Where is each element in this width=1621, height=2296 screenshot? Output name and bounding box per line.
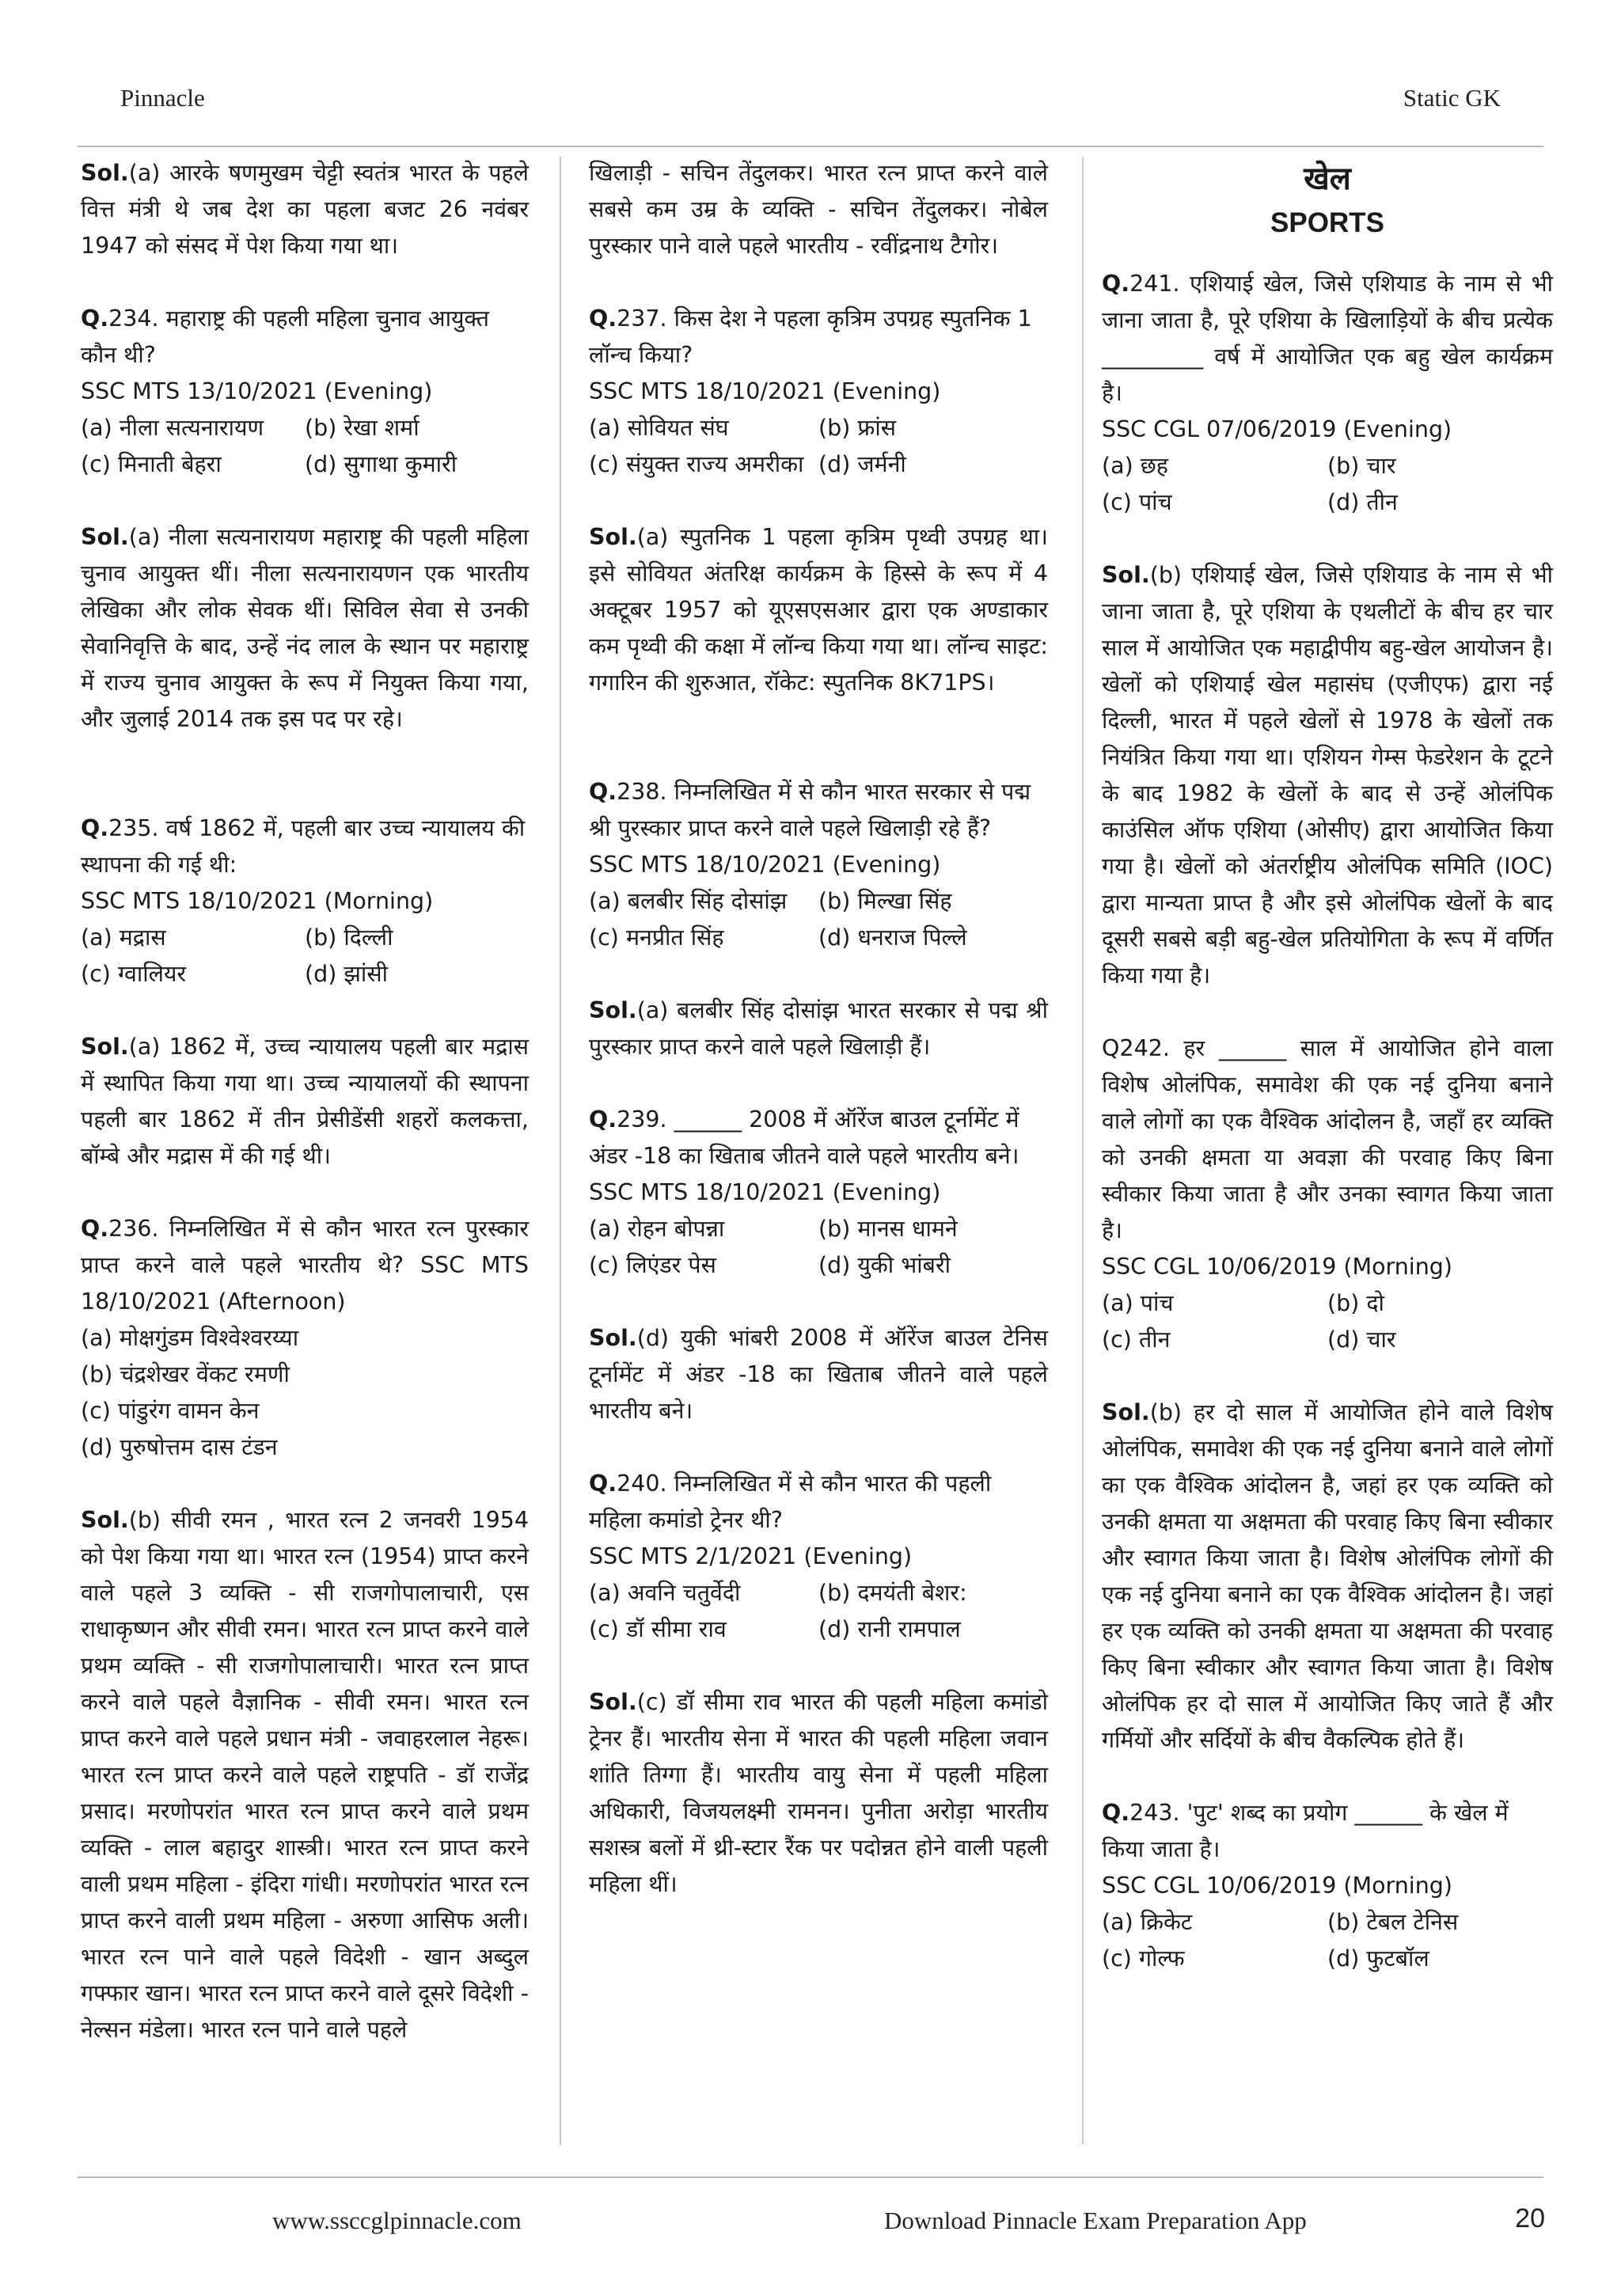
question-238: Q.238. निम्नलिखित में से कौन भारत सरकार से पद्म श्री पुरस्कार प्राप्त करने वाले पहले खिलाड़ी रहे हैं? <box>589 779 1031 841</box>
column-divider-1 <box>560 157 561 2145</box>
question-240: Q.240. निम्नलिखित में से कौन भारत की पहली महिला कमांडो ट्रेनर थी? <box>589 1471 992 1533</box>
options-241 <box>1102 448 1553 521</box>
option-b: (b) दिल्ली <box>305 924 393 951</box>
option-d: (d) जर्मनी <box>818 451 906 477</box>
column-1 <box>81 155 529 2048</box>
column-2 <box>589 155 1048 1903</box>
solution-242: Sol.(b) हर दो साल में आयोजित होने वाले विशेष ओलंपिक, समावेश की एक नई दुनिया बनाने वाले लोगों का एक वैश्विक आंदोलन है, जहां हर एक व्यक्ति को उनकी क्षमता या अक्षमता की परवाह किए बिना स्वीकार और स्वागत किया जाता है। विशेष ओलंपिक लोगों की एक नई दुनिया बनाने का एक वैश्विक आंदोलन है। जहां हर एक व्यक्ति को उनकी क्षमता या अक्षमता की परवाह किए बिना स्वीकार और स्वागत किया जाता है। विशेष ओलंपिक हर दो साल में आयोजित किए जाते हैं और गर्मियों और सर्दियों के बीच वैकल्पिक होते हैं। <box>1102 1399 1553 1753</box>
option-d: (d) धनराज पिल्ले <box>818 924 967 951</box>
footer-website-link[interactable]: www.ssccglpinnacle.com <box>272 2207 522 2234</box>
option-d: (d) युकी भांबरी <box>818 1252 951 1278</box>
question-234: Q.234. महाराष्ट्र की पहली महिला चुनाव आयुक्त कौन थी? <box>81 306 489 368</box>
option-c: (c) डॉ सीमा राव <box>589 1616 727 1642</box>
header-brand: Pinnacle <box>120 84 205 112</box>
option-a: (a) पांच <box>1102 1290 1174 1316</box>
solution-238: Sol.(a) बलबीर सिंह दोसांझ भारत सरकार से पद्म श्री पुरस्कार प्राप्त करने वाले पहले खिलाड़ी हैं। <box>589 997 1048 1060</box>
option-d: (d) चार <box>1327 1326 1396 1353</box>
option-a: (a) मद्रास <box>81 924 166 951</box>
solution-237: Sol.(a) स्पुतनिक 1 पहला कृत्रिम पृथ्वी उपग्रह था। इसे सोवियत अंतरिक्ष कार्यक्रम के हिस्से के रूप में 4 अक्टूबर 1957 को यूएसएसआर द्वारा एक अण्डाकार कम पृथ्वी की कक्षा में लॉन्च किया गया था। लॉन्च साइट: गगारिन की शुरुआत, रॉकेट: स्पुतनिक 8K71PS। <box>589 524 1048 696</box>
exam-ref-243: SSC CGL 10/06/2019 (Morning) <box>1102 1873 1453 1899</box>
option-c: (c) गोल्फ <box>1102 1945 1185 1972</box>
options-239 <box>589 1211 1048 1284</box>
option-a: (a) अवनि चतुर्वेदी <box>589 1580 741 1606</box>
solution-236: Sol.(b) सीवी रमन , भारत रत्न 2 जनवरी 1954 को पेश किया गया था। भारत रत्न (1954) प्राप्त करने वाले पहले 3 व्यक्ति - सी राजगोपालाचारी, एस राधाकृष्णन और सीवी रमन। भारत रत्न प्राप्त करने वाले प्रथम व्यक्ति - सी राजगोपालाचारी। भारत रत्न प्राप्त करने वाले पहले वैज्ञानिक - सीवी रमन। भारत रत्न प्राप्त करने वाले पहले प्रधान मंत्री - जवाहरलाल नेहरू। भारत रत्न प्राप्त करने वाले पहले राष्ट्रपति - डॉ राजेंद्र प्रसाद। मरणोपरांत भारत रत्न प्राप्त करने वाले प्रथम व्यक्ति - लाल बहादुर शास्त्री। भारत रत्न प्राप्त करने वाली प्रथम महिला - इंदिरा गांधी। मरणोपरांत भारत रत्न प्राप्त करने वाली प्रथम महिला - अरुणा आसिफ अली। भारत रत्न पाने वाले पहले विदेशी - खान अब्दुल गफ्फार खान। भारत रत्न प्राप्त करने वाले दूसरे विदेशी - नेल्सन मंडेला। भारत रत्न पाने वाले पहले <box>81 1507 529 2043</box>
section-title-english: SPORTS <box>1270 207 1384 238</box>
page-number: 20 <box>1515 2203 1545 2233</box>
options-243 <box>1102 1904 1553 1977</box>
header-divider <box>78 146 1543 147</box>
option-b: (b) चार <box>1327 453 1396 479</box>
exam-ref-238: SSC MTS 18/10/2021 (Evening) <box>589 852 941 878</box>
exam-ref-234: SSC MTS 13/10/2021 (Evening) <box>81 378 433 404</box>
options-237 <box>589 410 1048 483</box>
option-c: (c) पांडुरंग वामन केन <box>81 1398 260 1424</box>
exam-ref-237: SSC MTS 18/10/2021 (Evening) <box>589 378 941 404</box>
options-238 <box>589 883 1048 956</box>
section-title-hindi: खेल <box>1304 161 1351 197</box>
footer-app-promo: Download Pinnacle Exam Preparation App <box>884 2207 1307 2234</box>
solution-236-continued: खिलाड़ी - सचिन तेंदुलकर। भारत रत्न प्राप्त करने वाले सबसे कम उम्र के व्यक्ति - सचिन तेंदुलकर। नोबेल पुरस्कार पाने वाले पहले भारतीय - रवींद्रनाथ टैगोर। <box>589 160 1048 259</box>
option-a: (a) नीला सत्यनारायण <box>81 415 264 441</box>
solution-234: Sol.(a) नीला सत्यनारायण महाराष्ट्र की पहली महिला चुनाव आयुक्त थीं। नीला सत्यनारायणन एक भारतीय लेखिका और लोक सेवक थीं। सिविल सेवा से उनकी सेवानिवृत्ति के बाद, उन्हें नंद लाल के स्थान पर महाराष्ट्र में राज्य चुनाव आयुक्त के रूप में नियुक्त किया गया, और जुलाई 2014 तक इस पद पर रहे। <box>81 524 529 732</box>
question-241: Q.241. एशियाई खेल, जिसे एशियाड के नाम से भी जाना जाता है, पूरे एशिया के खिलाड़ियों के बीच प्रत्येक _________ वर्ष में आयोजित एक बहु खेल कार्यक्रम है। <box>1102 271 1553 406</box>
option-d: (d) सुगाथा कुमारी <box>305 451 457 477</box>
option-b: (b) दमयंती बेशर: <box>818 1580 967 1606</box>
option-c: (c) तीन <box>1102 1326 1171 1353</box>
exam-ref-239: SSC MTS 18/10/2021 (Evening) <box>589 1179 941 1205</box>
option-c: (c) संयुक्त राज्य अमरीका <box>589 451 804 477</box>
option-a: (a) रोहन बोपन्ना <box>589 1216 725 1242</box>
option-a: (a) मोक्षगुंडम विश्वेश्वरय्या <box>81 1325 299 1351</box>
option-c: (c) मनप्रीत सिंह <box>589 924 724 951</box>
solution-240: Sol.(c) डॉ सीमा राव भारत की पहली महिला कमांडो ट्रेनर हैं। भारतीय सेना में भारत की पहली महिला जवान शांति तिग्गा हैं। भारतीय वायु सेना में पहली महिला अधिकारी, विजयलक्ष्मी रामनन। पुनीता अरोड़ा भारतीय सशस्त्र बलों में थ्री-स्टार रैंक पर पदोन्नत होने वाली पहली महिला थीं। <box>589 1689 1048 1897</box>
solution-235: Sol.(a) 1862 में, उच्च न्यायालय पहली बार मद्रास में स्थापित किया गया था। उच्च न्यायालयों की स्थापना पहली बार 1862 में तीन प्रेसीडेंसी शहरों कलकत्ता, बॉम्बे और मद्रास में की गई थी। <box>81 1034 529 1169</box>
option-d: (d) झांसी <box>305 961 388 987</box>
column-divider-2 <box>1082 157 1084 2145</box>
question-235: Q.235. वर्ष 1862 में, पहली बार उच्च न्यायालय की स्थापना की गई थी: <box>81 815 526 878</box>
option-a: (a) छह <box>1102 453 1168 479</box>
option-b: (b) दो <box>1327 1290 1384 1316</box>
header-subject: Static GK <box>1403 84 1501 112</box>
options-234 <box>81 410 529 483</box>
options-242 <box>1102 1285 1553 1358</box>
option-b: (b) टेबल टेनिस <box>1327 1909 1459 1935</box>
option-d: (d) तीन <box>1327 489 1398 515</box>
options-240 <box>589 1575 1048 1648</box>
option-d: (d) पुरुषोत्तम दास टंडन <box>81 1434 278 1460</box>
question-239: Q.239. ______ 2008 में ऑरेंज बाउल टूर्नामेंट में अंडर -18 का खिताब जीतने वाले पहले भारतीय बने। <box>589 1106 1019 1169</box>
option-b: (b) चंद्रशेखर वेंकट रमणी <box>81 1361 290 1387</box>
option-a: (a) सोवियत संघ <box>589 415 729 441</box>
option-c: (c) ग्वालियर <box>81 961 187 987</box>
column-3 <box>1102 155 1553 1977</box>
question-243: Q.243. 'पुट' शब्द का प्रयोग ______ के खेल में किया जाता है। <box>1102 1800 1509 1862</box>
solution-239: Sol.(d) युकी भांबरी 2008 में ऑरेंज बाउल टेनिस टूर्नामेंट में अंडर -18 का खिताब जीतने वाले पहले भारतीय बने। <box>589 1325 1048 1424</box>
option-b: (b) मानस धामने <box>818 1216 958 1242</box>
option-a: (a) क्रिकेट <box>1102 1909 1193 1935</box>
question-242: Q242. हर ______ साल में आयोजित होने वाला विशेष ओलंपिक, समावेश की एक नई दुनिया बनाने वाले लोगों का एक वैश्विक आंदोलन है, जहाँ हर व्यक्ति को उनकी क्षमता या अवज्ञा की परवाह किए बिना स्वीकार किया जाता है और उनका स्वागत किया जाता है। <box>1102 1035 1553 1243</box>
exam-ref-240: SSC MTS 2/1/2021 (Evening) <box>589 1543 913 1569</box>
solution-241: Sol.(b) एशियाई खेल, जिसे एशियाड के नाम से भी जाना जाता है, पूरे एशिया के एथलीटों के बीच हर चार साल में आयोजित एक महाद्वीपीय बहु-खेल आयोजन है। खेलों को एशियाई खेल महासंघ (एजीएफ) द्वारा नई दिल्ली, भारत में पहले खेलों से 1978 के खेलों तक नियंत्रित किया गया था। एशियन गेम्स फेडरेशन के टूटने के बाद 1982 के खेलों के बाद से उन्हें ओलंपिक काउंसिल ऑफ एशिया (ओसीए) द्वारा आयोजित किया गया है। खेलों को अंतर्राष्ट्रीय ओलंपिक समिति (IOC) द्वारा मान्यता प्राप्त है और इसे ओलंपिक खेलों के बाद दूसरी सबसे बड़ी बहु-खेल प्रतियोगिता के रूप में वर्णित किया गया है। <box>1102 562 1553 989</box>
question-236: Q.236. निम्नलिखित में से कौन भारत रत्न पुरस्कार प्राप्त करने वाले पहले भारतीय थे? SSC MTS 18/10/2021 (Afternoon) <box>81 1216 529 1315</box>
options-235 <box>81 920 529 992</box>
option-d: (d) फुटबॉल <box>1327 1945 1429 1972</box>
exam-ref-242: SSC CGL 10/06/2019 (Morning) <box>1102 1254 1453 1280</box>
exam-ref-235: SSC MTS 18/10/2021 (Morning) <box>81 888 434 914</box>
solution-233: Sol.(a) आरके षणमुखम चेट्टी स्वतंत्र भारत के पहले वित्त मंत्री थे जब देश का पहला बजट 26 नवंबर 1947 को संसद में पेश किया गया था। <box>81 160 529 259</box>
option-a: (a) बलबीर सिंह दोसांझ <box>589 888 788 914</box>
option-c: (c) मिनाती बेहरा <box>81 451 222 477</box>
option-c: (c) पांच <box>1102 489 1172 515</box>
footer-divider <box>78 2176 1543 2178</box>
question-237: Q.237. किस देश ने पहला कृत्रिम उपग्रह स्पुतनिक 1 लॉन्च किया? <box>589 306 1032 368</box>
option-b: (b) फ्रांस <box>818 415 897 441</box>
option-d: (d) रानी रामपाल <box>818 1616 961 1642</box>
option-b: (b) मिल्खा सिंह <box>818 888 952 914</box>
option-b: (b) रेखा शर्मा <box>305 415 419 441</box>
option-c: (c) लिएंडर पेस <box>589 1252 716 1278</box>
options-236 <box>81 1320 529 1466</box>
exam-ref-241: SSC CGL 07/06/2019 (Evening) <box>1102 416 1452 442</box>
